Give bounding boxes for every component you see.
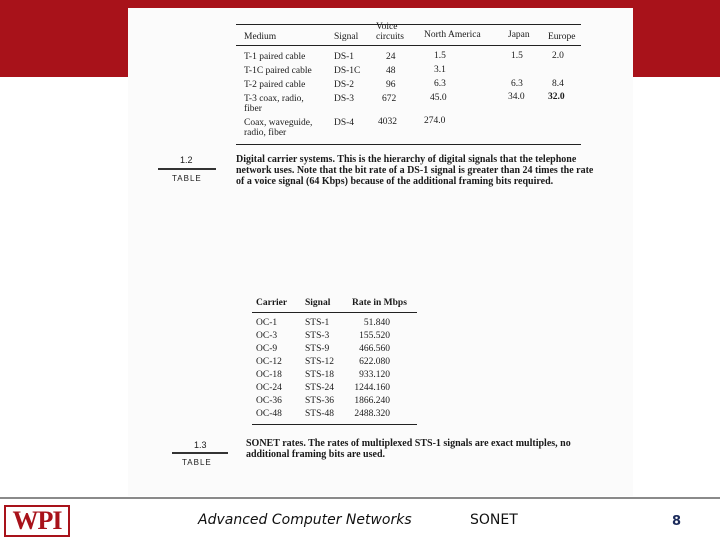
t12-cell-signal: DS-2	[334, 80, 355, 90]
t13-cell-signal: STS-1	[305, 318, 330, 328]
t12-header-medium: Medium	[244, 32, 277, 42]
t13-cell-signal: STS-12	[305, 357, 335, 367]
t12-cell-signal: DS-3	[334, 94, 355, 104]
table-1-2-header-rule	[236, 45, 581, 46]
t12-cell-europe: 32.0	[548, 92, 565, 102]
t13-cell-rate: 466.560	[359, 344, 390, 354]
wpi-logo-text: WPI	[12, 506, 62, 535]
t12-cell-voice: 48	[386, 66, 396, 76]
wpi-logo	[4, 505, 70, 537]
t12-cell-medium: T-1C paired cable	[244, 66, 312, 76]
table-1-2-label: TABLE	[172, 174, 202, 183]
t12-cell-na: 45.0	[430, 93, 447, 103]
t13-cell-signal: STS-48	[305, 409, 335, 419]
scanned-page	[128, 8, 633, 496]
t12-cell-signal: DS-4	[334, 118, 355, 128]
t12-cell-medium: Coax, waveguide, radio, fiber	[244, 118, 313, 138]
t12-cell-medium: T-3 coax, radio, fiber	[244, 94, 304, 114]
t13-cell-signal: STS-24	[305, 383, 335, 393]
table-1-3-caption-rule	[172, 452, 228, 454]
t13-cell-carrier: OC-12	[256, 357, 282, 367]
t13-cell-rate: 1244.160	[354, 383, 390, 393]
t12-cell-japan: 6.3	[511, 79, 523, 89]
t12-cell-japan: 34.0	[508, 92, 525, 102]
table-1-3-header-rule	[252, 312, 417, 313]
t12-cell-na: 6.3	[434, 79, 446, 89]
t12-cell-na: 3.1	[434, 65, 446, 75]
t13-header-carrier: Carrier	[256, 298, 288, 308]
t12-cell-japan: 1.5	[511, 51, 523, 61]
page-number: 8	[672, 514, 682, 529]
t12-header-north-america: North America	[424, 30, 481, 40]
t13-cell-rate: 622.080	[359, 357, 390, 367]
t12-header-signal: Signal	[334, 32, 359, 42]
t13-cell-carrier: OC-48	[256, 409, 282, 419]
t13-cell-signal: STS-36	[305, 396, 335, 406]
t12-cell-signal: DS-1C	[334, 66, 361, 76]
t13-cell-carrier: OC-24	[256, 383, 282, 393]
t13-cell-signal: STS-9	[305, 344, 330, 354]
table-1-3-number: 1.3	[194, 440, 207, 450]
t12-cell-medium: T-1 paired cable	[244, 52, 306, 62]
footer-course-title: Advanced Computer Networks	[198, 512, 412, 528]
table-1-3-bottom-rule	[252, 424, 417, 425]
t13-cell-signal: STS-18	[305, 370, 335, 380]
table-1-2-number: 1.2	[180, 155, 193, 165]
t13-cell-rate: 155.520	[359, 331, 390, 341]
t13-cell-carrier: OC-9	[256, 344, 278, 354]
t13-cell-rate: 51.840	[363, 318, 390, 328]
t12-header-voice: Voice circuits	[376, 22, 404, 42]
t12-cell-voice: 672	[382, 94, 397, 104]
t13-cell-carrier: OC-3	[256, 331, 278, 341]
table-1-2-caption-rule	[158, 168, 216, 170]
t12-cell-na: 274.0	[424, 116, 446, 126]
t13-cell-rate: 2488.320	[354, 409, 390, 419]
t12-cell-na: 1.5	[434, 51, 446, 61]
t13-header-rate: Rate in Mbps	[352, 298, 407, 308]
footer-topic: SONET	[470, 512, 518, 528]
t13-cell-rate: 933.120	[359, 370, 390, 380]
t13-header-signal: Signal	[305, 298, 331, 308]
table-1-3-caption: SONET rates. The rates of multiplexed STS-1 signals are exact multiples, no additional framing bits are used.	[246, 438, 571, 460]
t12-cell-voice: 24	[386, 52, 396, 62]
t13-cell-carrier: OC-1	[256, 318, 278, 328]
t12-cell-voice: 96	[386, 80, 396, 90]
table-1-3-label: TABLE	[182, 458, 212, 467]
t12-header-japan: Japan	[508, 30, 530, 40]
t13-cell-signal: STS-3	[305, 331, 330, 341]
t12-cell-europe: 2.0	[552, 51, 564, 61]
t12-cell-voice: 4032	[378, 117, 397, 127]
table-1-2-bottom-rule	[236, 144, 581, 145]
t12-cell-signal: DS-1	[334, 52, 355, 62]
t13-cell-carrier: OC-18	[256, 370, 282, 380]
table-1-2-caption: Digital carrier systems. This is the hierarchy of digital signals that the telephone network uses. Note that the bit rate of a DS-1 signal is greater than 24 times the rate of a voice signal (64 Kbps) because of the additional framing bits required.	[236, 154, 594, 187]
t13-cell-rate: 1866.240	[354, 396, 390, 406]
t13-cell-carrier: OC-36	[256, 396, 282, 406]
t12-header-europe: Europe	[548, 32, 576, 42]
t12-cell-medium: T-2 paired cable	[244, 80, 306, 90]
t12-cell-europe: 8.4	[552, 79, 564, 89]
